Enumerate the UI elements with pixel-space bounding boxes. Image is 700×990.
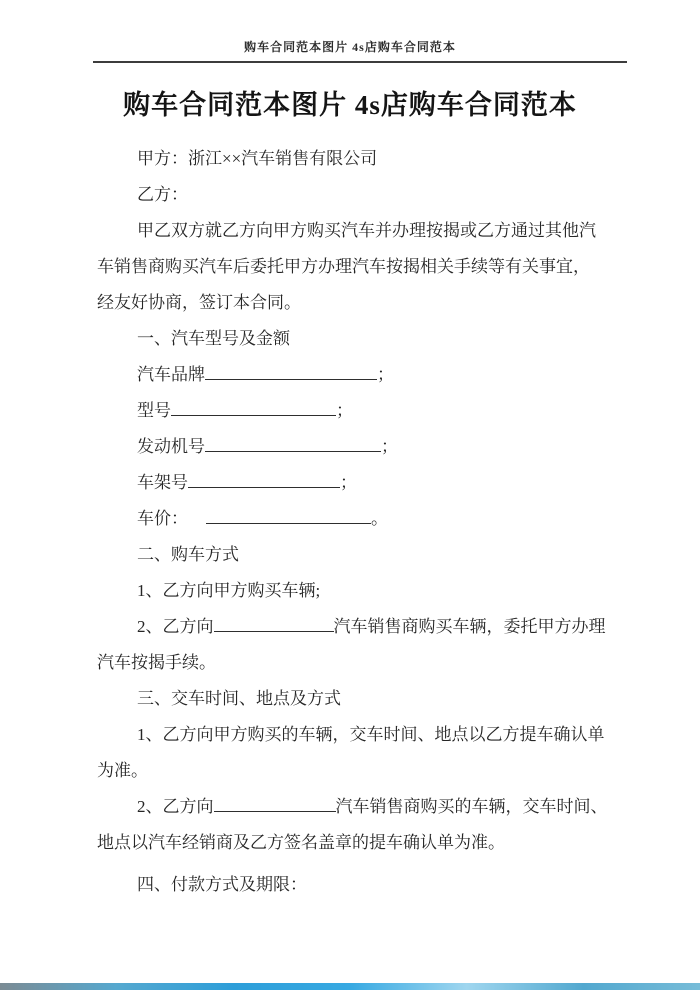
page-header-title: 购车合同范本图片 4s店购车合同范本: [244, 40, 456, 54]
contract-text: 地点以汽车经销商及乙方签名盖章的提车确认单为准。: [97, 833, 505, 852]
contract-line: [97, 177, 610, 213]
contract-text: 甲方：浙江××汽车销售有限公司: [137, 149, 378, 168]
contract-text: 汽车品牌: [137, 365, 205, 384]
contract-text: 为准。: [97, 761, 148, 780]
text-gap: [188, 507, 206, 524]
contract-text: 二、购车方式: [137, 545, 239, 564]
contract-line: [97, 393, 610, 429]
fill-in-blank: [188, 470, 340, 488]
fill-in-blank: [205, 362, 377, 380]
contract-text: ；: [381, 437, 398, 456]
contract-text: 汽车按揭手续。: [97, 653, 216, 672]
contract-line: [97, 573, 610, 609]
contract-line: [97, 681, 610, 717]
contract-line: [97, 249, 610, 285]
contract-line: [97, 141, 610, 177]
document-body: [0, 141, 700, 903]
contract-text: 车价：: [137, 509, 188, 528]
contract-text: 2、乙方向: [137, 617, 214, 636]
fill-in-blank: [206, 506, 371, 524]
contract-line: [97, 867, 610, 903]
contract-line: [97, 429, 610, 465]
contract-text: 1、乙方向甲方购买的车辆，交车时间、地点以乙方提车确认单: [137, 725, 605, 744]
contract-text: 车销售商购买汽车后委托甲方办理汽车按揭相关手续等有关事宜，: [97, 257, 590, 276]
contract-line: [97, 465, 610, 501]
fill-in-blank: [171, 398, 336, 416]
contract-text: 汽车销售商购买车辆，委托甲方办理: [333, 617, 606, 636]
contract-line: [97, 321, 610, 357]
contract-text: 汽车销售商购买的车辆，交车时间、: [335, 797, 608, 816]
fill-in-blank: [214, 614, 334, 632]
contract-text: 乙方：: [137, 185, 188, 204]
contract-text: 发动机号: [137, 437, 205, 456]
contract-line: [97, 537, 610, 573]
contract-text: 甲乙双方就乙方向甲方购买汽车并办理按揭或乙方通过其他汽: [137, 221, 596, 240]
contract-text: 三、交车时间、地点及方式: [137, 689, 341, 708]
document-title: 购车合同范本图片 4s店购车合同范本: [123, 90, 577, 120]
bottom-accent-bar: [0, 983, 700, 990]
contract-text: 车架号: [137, 473, 188, 492]
contract-text: 。: [371, 509, 388, 528]
contract-line: [97, 753, 610, 789]
contract-text: 四、付款方式及期限：: [137, 875, 307, 894]
contract-line: [97, 501, 610, 537]
contract-text: ；: [340, 473, 357, 492]
contract-text: ；: [336, 401, 353, 420]
contract-text: 经友好协商，签订本合同。: [97, 293, 301, 312]
fill-in-blank: [214, 794, 336, 812]
contract-line: [97, 717, 610, 753]
contract-line: [97, 357, 610, 393]
contract-line: [97, 645, 610, 681]
contract-line: [97, 213, 610, 249]
header-rule: [93, 61, 627, 63]
contract-text: ；: [377, 365, 394, 384]
contract-line: [97, 285, 610, 321]
contract-text: 型号: [137, 401, 171, 420]
contract-line: [97, 609, 610, 645]
contract-line: [97, 825, 610, 861]
contract-text: 一、汽车型号及金额: [137, 329, 290, 348]
fill-in-blank: [205, 434, 381, 452]
contract-line: [97, 789, 610, 825]
contract-text: 2、乙方向: [137, 797, 214, 816]
contract-text: 1、乙方向甲方购买车辆;: [137, 581, 321, 600]
